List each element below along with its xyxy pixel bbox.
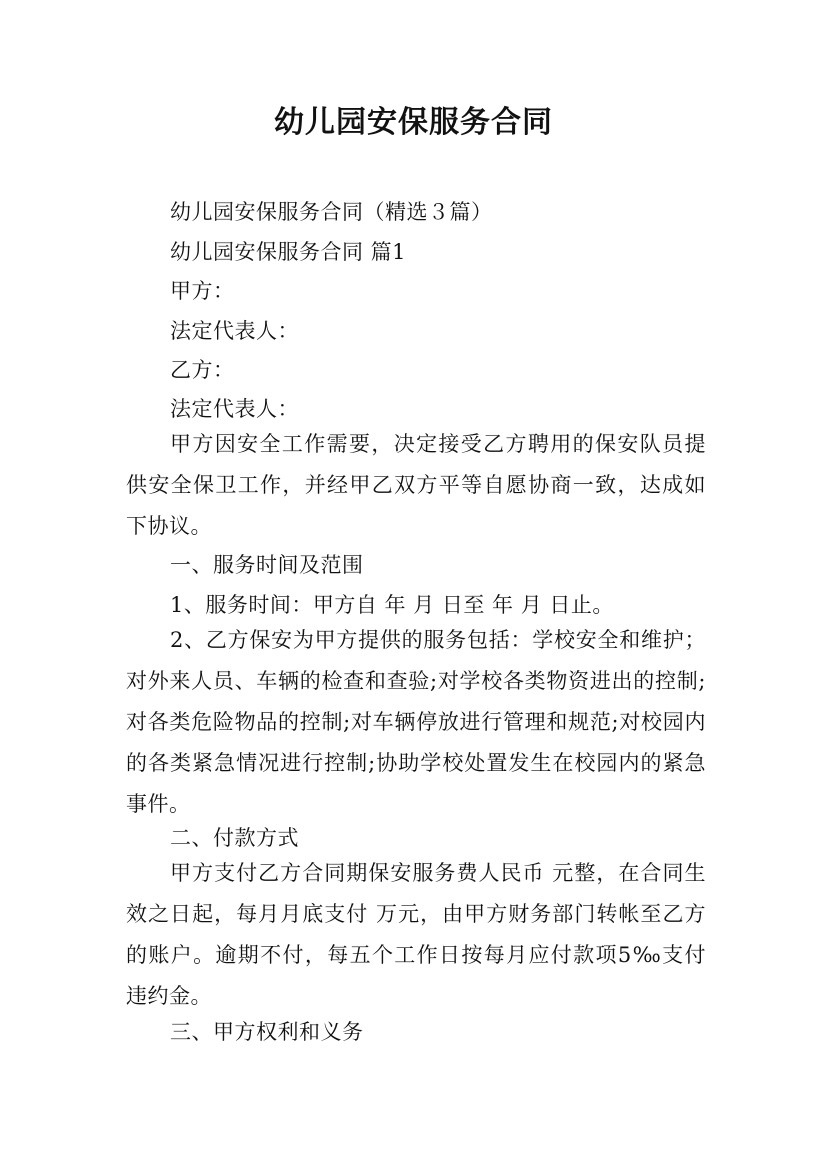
chapter-heading: 幼儿园安保服务合同 篇1 xyxy=(170,240,407,264)
section-1-heading: 一、服务时间及范围 xyxy=(170,553,364,577)
party-a-rep-label: 法定代表人： xyxy=(170,319,299,343)
party-b-label: 乙方： xyxy=(170,358,235,382)
party-b-rep-label: 法定代表人： xyxy=(170,397,299,421)
section-2-heading: 二、付款方式 xyxy=(170,826,299,850)
section-2-paragraph: 甲方支付乙方合同期保安服务费人民币 元整，在合同生效之日起，每月月底支付 万元，由甲方财务部门转帐至乙方的账户。逾期不付，每五个工作日按每月应付款项5‰支付违约金。 xyxy=(126,861,706,1008)
section-1-item-1: 1、服务时间：甲方自 年 月 日至 年 月 日止。 xyxy=(170,593,614,617)
document-subtitle: 幼儿园安保服务合同（精选３篇） xyxy=(170,200,493,224)
section-3-heading: 三、甲方权利和义务 xyxy=(170,1020,364,1044)
document-title: 幼儿园安保服务合同 xyxy=(274,105,553,140)
intro-paragraph: 甲方因安全工作需要，决定接受乙方聘用的保安队员提供安全保卫工作，并经甲乙双方平等自愿协商一致，达成如下协议。 xyxy=(126,432,706,538)
section-1-item-2: 2、乙方保安为甲方提供的服务包括：学校安全和维护；对外来人员、车辆的检查和查验;对学校各类物资进出的控制;对各类危险物品的控制;对车辆停放进行管理和规范;对校园内的各类紧急情况进行控制;协助学校处置发生在校园内的紧急事件。 xyxy=(126,628,706,816)
party-a-label: 甲方： xyxy=(170,279,235,303)
